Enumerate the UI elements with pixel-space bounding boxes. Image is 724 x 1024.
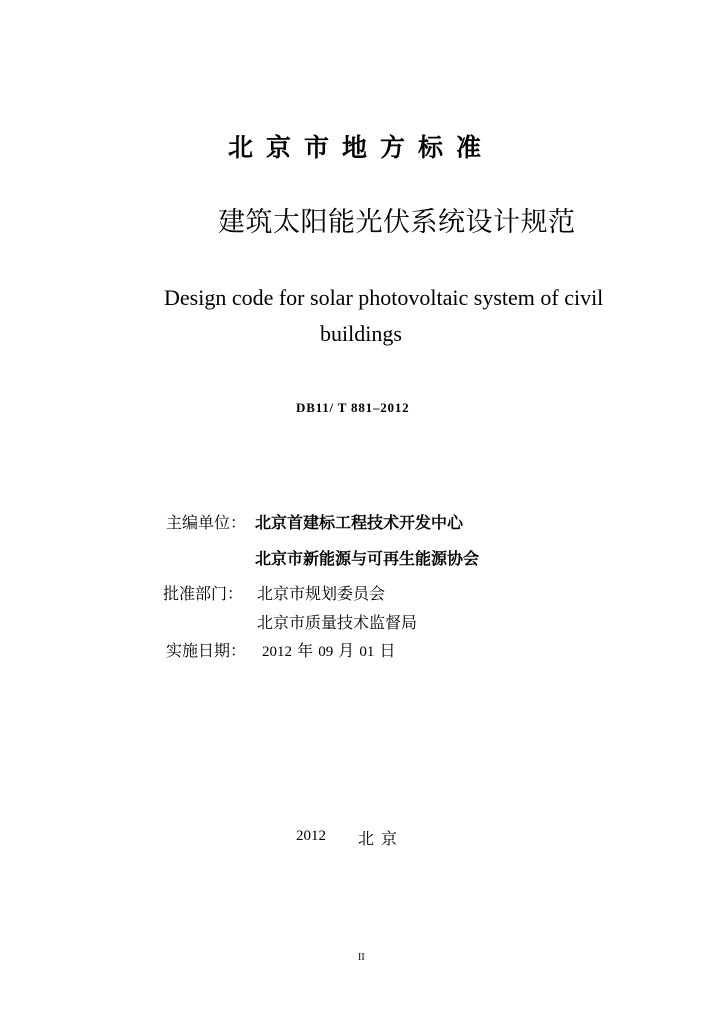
approver-2: 北京市质量技术监督局	[257, 613, 418, 632]
editor-unit-2: 北京市新能源与可再生能源协会	[255, 549, 480, 568]
standard-number: DB11/ T 881–2012	[296, 400, 410, 415]
english-title-line-2: buildings	[320, 321, 402, 346]
editor-label: 主编单位：	[166, 513, 247, 532]
english-title-line-1: Design code for solar photovoltaic system of civil	[164, 285, 604, 310]
standard-type-heading: 北京市地方标准	[228, 133, 495, 162]
effective-day: 01	[359, 644, 375, 660]
year-unit: 年	[297, 641, 314, 660]
approver-label: 批准部门：	[163, 584, 244, 603]
footer-city: 北京	[358, 829, 405, 848]
footer-year: 2012	[296, 828, 326, 844]
day-unit: 日	[379, 641, 396, 660]
page-number: II	[358, 952, 365, 963]
effective-date	[262, 638, 396, 661]
document-title: 建筑太阳能光伏系统设计规范	[218, 207, 576, 238]
effective-year: 2012	[262, 644, 292, 660]
effective-month: 09	[318, 644, 334, 660]
approver-1: 北京市规划委员会	[257, 584, 386, 603]
month-unit: 月	[338, 641, 355, 660]
editor-unit-1: 北京首建标工程技术开发中心	[255, 513, 464, 532]
effective-date-label: 实施日期：	[166, 641, 247, 660]
